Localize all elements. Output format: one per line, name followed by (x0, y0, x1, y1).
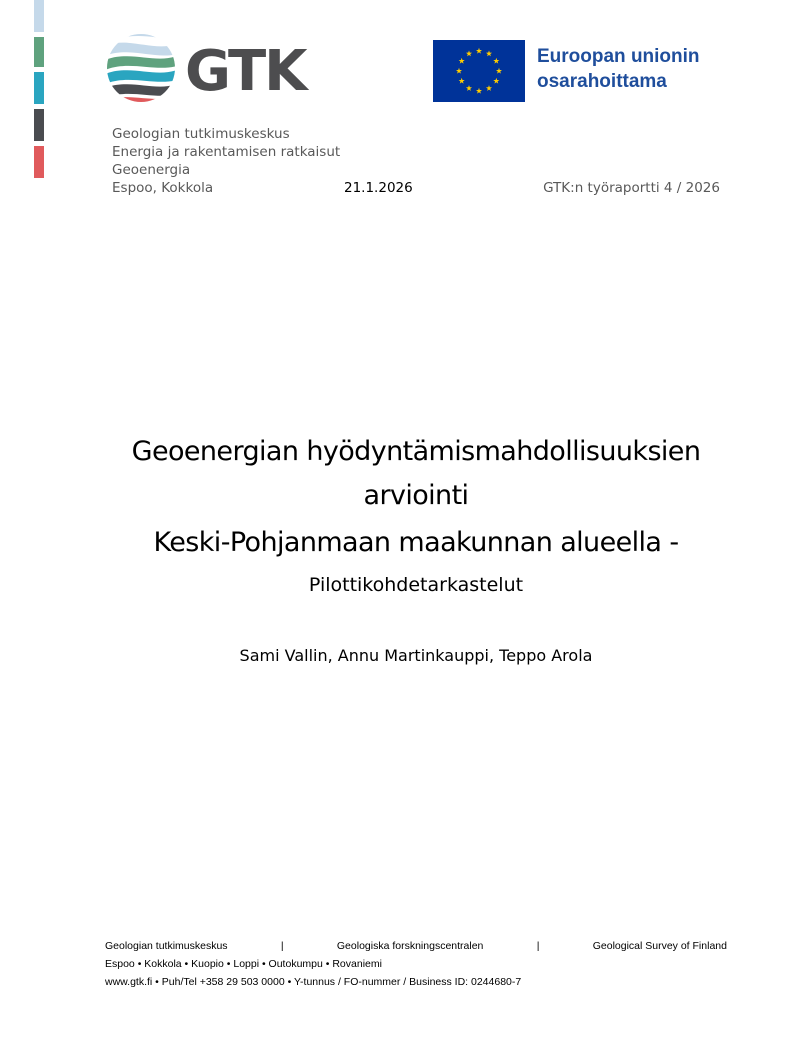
footer-name-fi: Geologian tutkimuskeskus (105, 940, 228, 952)
org-line: Geologian tutkimuskeskus (112, 126, 290, 142)
subtitle: Pilottikohdetarkastelut (308, 574, 524, 596)
footer-names (105, 940, 727, 952)
organization-block (112, 125, 340, 197)
footer-separator: | (280, 940, 284, 952)
side-bar-segment (34, 146, 44, 178)
footer-name-en: Geological Survey of Finland (592, 940, 727, 952)
side-bar-segment (34, 109, 44, 141)
report-number: GTK:n työraportti 4 / 2026 (543, 180, 720, 196)
authors: Sami Vallin, Annu Martinkauppi, Teppo Arola (239, 646, 593, 665)
gtk-logo (105, 32, 320, 104)
org-line: Energia ja rakentamisen ratkaisut (112, 144, 341, 160)
title-line2: arviointi (363, 480, 469, 511)
logo-text: GTK (185, 39, 306, 104)
side-bar-segment (34, 0, 44, 32)
eu-label-line2: osarahoittama (537, 71, 667, 92)
footer-separator: | (536, 940, 540, 952)
eu-label-line1: Euroopan unionin (537, 46, 700, 67)
report-date: 21.1.2026 (344, 180, 413, 196)
title-line3: Keski-Pohjanmaan maakunnan alueella - (153, 527, 679, 558)
org-line: Geoenergia (112, 162, 191, 178)
footer-locations: Espoo • Kokkola • Kuopio • Loppi • Outokumpu • Rovaniemi (105, 958, 382, 970)
eu-funding-label (537, 44, 700, 94)
side-bar-segment (34, 72, 44, 104)
footer-name-sv: Geologiska forskningscentralen (336, 940, 484, 952)
footer-contact: www.gtk.fi • Puh/Tel +358 29 503 0000 • Y-tunnus / FO-nummer / Business ID: 0244680-7 (105, 976, 522, 988)
eu-flag-icon (433, 40, 525, 102)
title-line1: Geoenergian hyödyntämismahdollisuuksien (131, 436, 701, 467)
org-line: Espoo, Kokkola (112, 180, 214, 196)
side-bar-segment (34, 37, 44, 67)
